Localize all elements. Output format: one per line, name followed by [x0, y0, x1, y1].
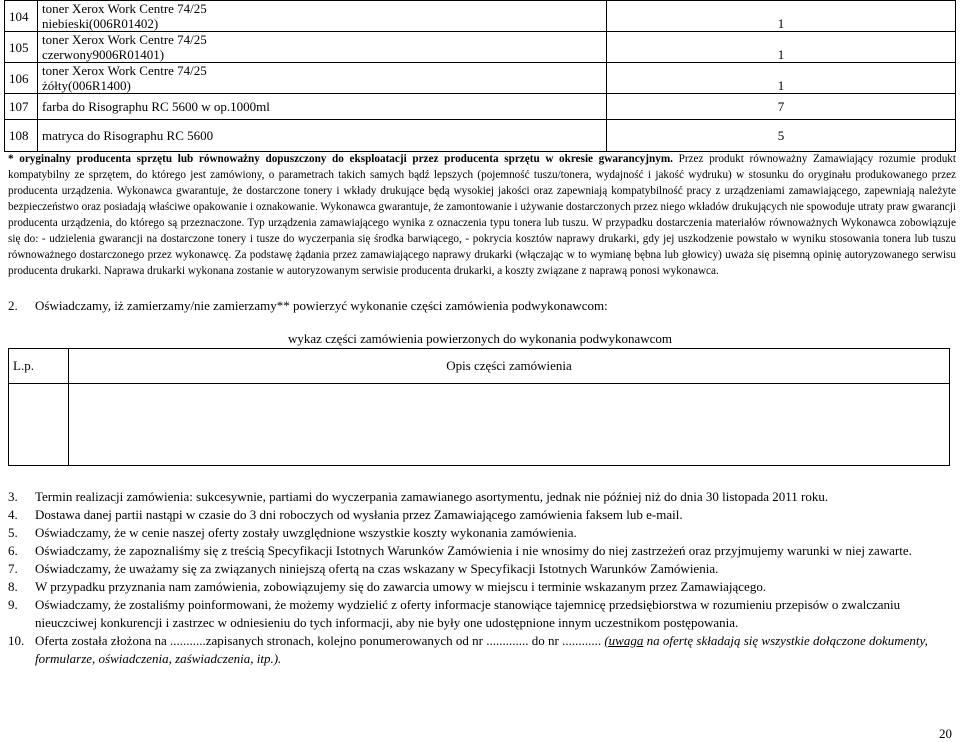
list-item: [8, 578, 956, 596]
table-row: [9, 384, 950, 466]
row-quantity: 1: [607, 1, 956, 32]
list-item-text: Oświadczamy, że w cenie naszej oferty zostały uwzględnione wszystkie koszty wykonania zamówienia.: [35, 525, 577, 540]
section-2-text: Oświadczamy, iż zamierzamy/nie zamierzamy** powierzyć wykonanie części zamówienia podwykonawcom:: [35, 298, 608, 313]
row-number: 106: [5, 63, 38, 94]
items-table: [4, 0, 956, 152]
table-cell-empty[interactable]: [9, 384, 69, 466]
list-item: [8, 506, 956, 524]
row-quantity: 1: [607, 63, 956, 94]
list-item-number: 5.: [8, 525, 18, 540]
row-number: 104: [5, 1, 38, 32]
list-item-text: Oświadczamy, że zostaliśmy poinformowani, że możemy wydzielić z oferty informacje stanowiące tajemnicę przedsiębiorstwa w rozumieniu przepisów o zwalczaniu nieuczciwej konkurencji i zastrzec w odniesieniu do tych informacji, aby nie były one udostępnione innym uczestnikom postępowania.: [35, 597, 901, 630]
table-row: [5, 32, 956, 63]
list-item: [8, 542, 956, 560]
subcontractor-table: [8, 348, 950, 466]
row-description-line1: toner Xerox Work Centre 74/25: [42, 32, 207, 47]
list-item-text: Oferta została złożona na ...........zapisanych stronach, kolejno ponumerowanych od nr ............. do nr ............: [35, 633, 605, 648]
footnote-bold: * oryginalny producenta sprzętu lub równoważny dopuszczony do eksploatacji przez producenta sprzętu w okresie gwarancyjnym.: [8, 153, 673, 165]
subcontractor-table-caption: wykaz części zamówienia powierzonych do wykonania podwykonawcom: [287, 331, 673, 346]
row-description: [38, 32, 607, 63]
table-row: [5, 1, 956, 32]
list-item-text: Oświadczamy, że uważamy się za związanych niniejszą ofertą na czas wskazany w Specyfikacji Istotnych Warunków Zamówienia.: [35, 561, 719, 576]
row-number: 105: [5, 32, 38, 63]
row-description: [38, 1, 607, 32]
list-item: [8, 560, 956, 578]
table-cell-empty[interactable]: [69, 384, 950, 466]
list-item: [8, 632, 956, 668]
table-row: [5, 63, 956, 94]
row-quantity: 1: [607, 32, 956, 63]
list-item-text: Termin realizacji zamówienia: sukcesywnie, partiami do wyczerpania zamawianego asortymentu, jednak nie później niż do dnia 30 listopada 2011 roku.: [35, 489, 829, 504]
list-item: [8, 488, 956, 506]
row-number: 107: [5, 94, 38, 120]
table-row: [5, 94, 956, 120]
row-quantity: 5: [607, 120, 956, 152]
table-header-row: [9, 349, 950, 384]
list-item: [8, 596, 956, 632]
list-item-number: 6.: [8, 543, 18, 558]
list-item-number: 9.: [8, 597, 18, 612]
list-item-text: Dostawa danej partii nastąpi w czasie do 3 dni roboczych od wysłania przez Zamawiającego zamówienia faksem lub e-mail.: [35, 507, 683, 522]
list-item-text: Oświadczamy, że zapoznaliśmy się z treścią Specyfikacji Istotnych Warunków Zamówienia i nie wnosimy do niej zastrzeżeń oraz przyjmujemy warunki w niej zawarte.: [35, 543, 912, 558]
list-item-number: 4.: [8, 507, 18, 522]
row-description: farba do Risographu RC 5600 w op.1000ml: [38, 94, 607, 120]
list-item-text: W przypadku przyznania nam zamówienia, zobowiązujemy się do zawarcia umowy w miejscu i terminie wskazanym przez Zamawiającego.: [35, 579, 767, 594]
list-item: [8, 524, 956, 542]
list-item-number: 8.: [8, 579, 18, 594]
row-description-line1: toner Xerox Work Centre 74/25: [42, 1, 207, 16]
row-description-line2: żółty(006R1400): [42, 78, 131, 93]
column-header-lp: L.p.: [9, 349, 69, 384]
list-item-number: 3.: [8, 489, 18, 504]
section-2-number: 2.: [8, 298, 18, 313]
row-quantity: 7: [607, 94, 956, 120]
row-description-line2: czerwony9006R01401): [42, 47, 165, 62]
column-header-opis: Opis części zamówienia: [69, 349, 950, 384]
footnote-text: Przez produkt równoważny Zamawiający rozumie produkt kompatybilny ze sprzętem, do którego jest zamówiony, o parametrach takich samych bądź lepszych (pojemność tuszu/tonera, wydajność i jakość wydruku) w stosunku do oryginału produkowanego przez producenta urządzenia. Wykonawca gwarantuje, że dostarczone tonery i wkłady drukujące będą wysokiej jakości oraz zapewniają kompatybilność pracy z urządzeniami zamawiającego, zapewniają należyte bezpieczeństwo oraz posiadają właściwe opakowanie i oznakowanie. Wykonawca gwarantuje, że zamontowanie i używanie dostarczonych przez niego wkładów drukujących nie spowoduje utraty praw gwarancji producenta urządzenia, do którego są przeznaczone. Typ urządzenia zamawiającego wynika z oznaczenia typu tonera lub tuszu. W przypadku dostarczenia materiałów równoważnych Wykonawca zobowiązuje się do: - udzielenia gwarancji na dostarczone tonery i tusze do wyczerpania się środka barwiącego, - pokrycia kosztów naprawy drukarki, gdy jej uszkodzenie powstało w wyniku stosowania tonera lub tuszu równoważnego dostarczonego przez wykonawcę. Za podstawę żądania przez zamawiającego naprawy drukarki (włączając w to wymianę bębna lub głowicy) uważa się pisemną opinię autoryzowanego serwisu producenta drukarki. Naprawa drukarki wykonana zostanie w autoryzowanym serwisie producenta drukarki, a koszty związane z naprawą ponosi wykonawca.: [8, 153, 956, 277]
list-item-note: na ofertę składają się wszystkie dołączone dokumenty, formularze, oświadczenia, zaświadczenia, itp.).: [35, 633, 928, 666]
list-item-number: 7.: [8, 561, 18, 576]
section-2: [8, 298, 956, 314]
row-description-line2: niebieski(006R01402): [42, 16, 159, 31]
list-item-note-underlined: (uwaga: [604, 633, 644, 648]
row-description: [38, 63, 607, 94]
list-item-number: 10.: [8, 633, 25, 648]
page-number: 20: [939, 726, 952, 741]
declarations-list: [8, 488, 956, 668]
row-number: 108: [5, 120, 38, 152]
row-description-line1: toner Xerox Work Centre 74/25: [42, 63, 207, 78]
footnote-paragraph: [8, 151, 956, 279]
row-description: matryca do Risographu RC 5600: [38, 120, 607, 152]
table-row: [5, 120, 956, 152]
